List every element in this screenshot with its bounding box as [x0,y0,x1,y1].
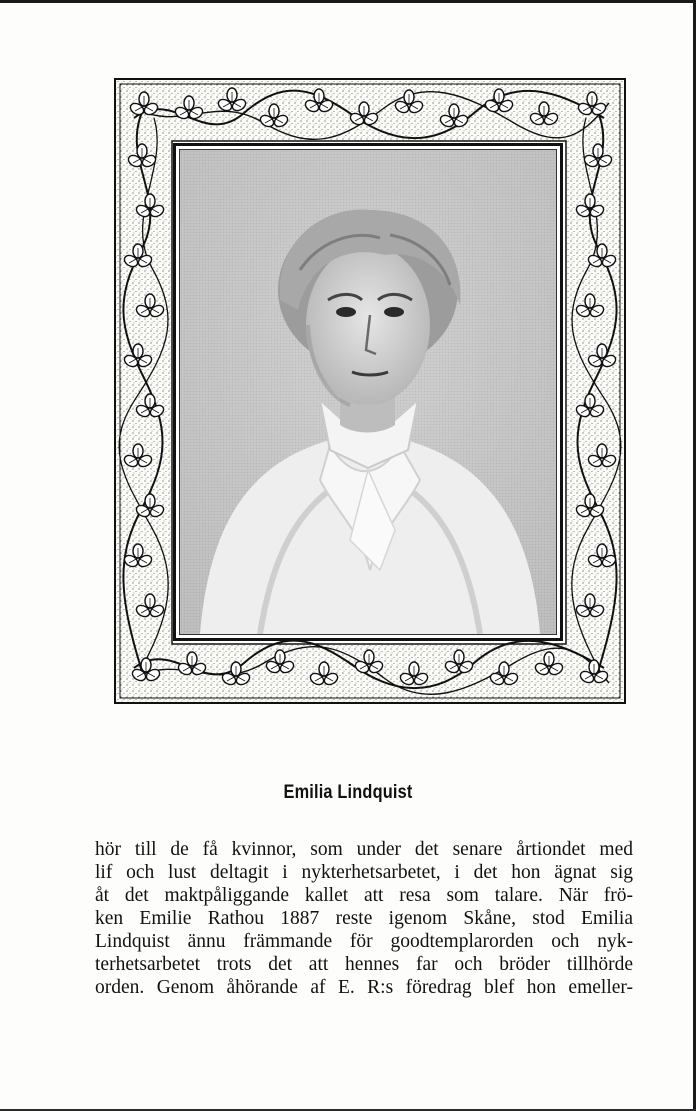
page-edge-top [0,0,696,3]
text-line: ken Emilie Rathou 1887 reste igenom Skåne, stod Emilia [95,908,633,929]
body-paragraph [95,838,633,999]
portrait-caption: Emilia Lindquist [283,782,413,803]
text-line: orden. Genom åhörande af E. R:s föredrag blef hon emeller- [95,977,633,998]
text-line: lif och lust deltagit i nykterhetsarbetet, i det hon ägnat sig [95,862,633,883]
portrait-photo [179,149,557,635]
portrait-illustration [180,150,556,634]
portrait-photo-frame [173,143,563,641]
text-line: terhetsarbetet trots det att hennes far och bröder tillhörde [95,954,633,975]
text-line: Lindquist ännu främmande för goodtemplarorden och nyk- [95,931,633,952]
text-line: hör till de få kvinnor, som under det senare årtiondet med [95,839,633,860]
text-line: åt det maktpåliggande kallet att resa som talare. När frö- [95,885,633,906]
